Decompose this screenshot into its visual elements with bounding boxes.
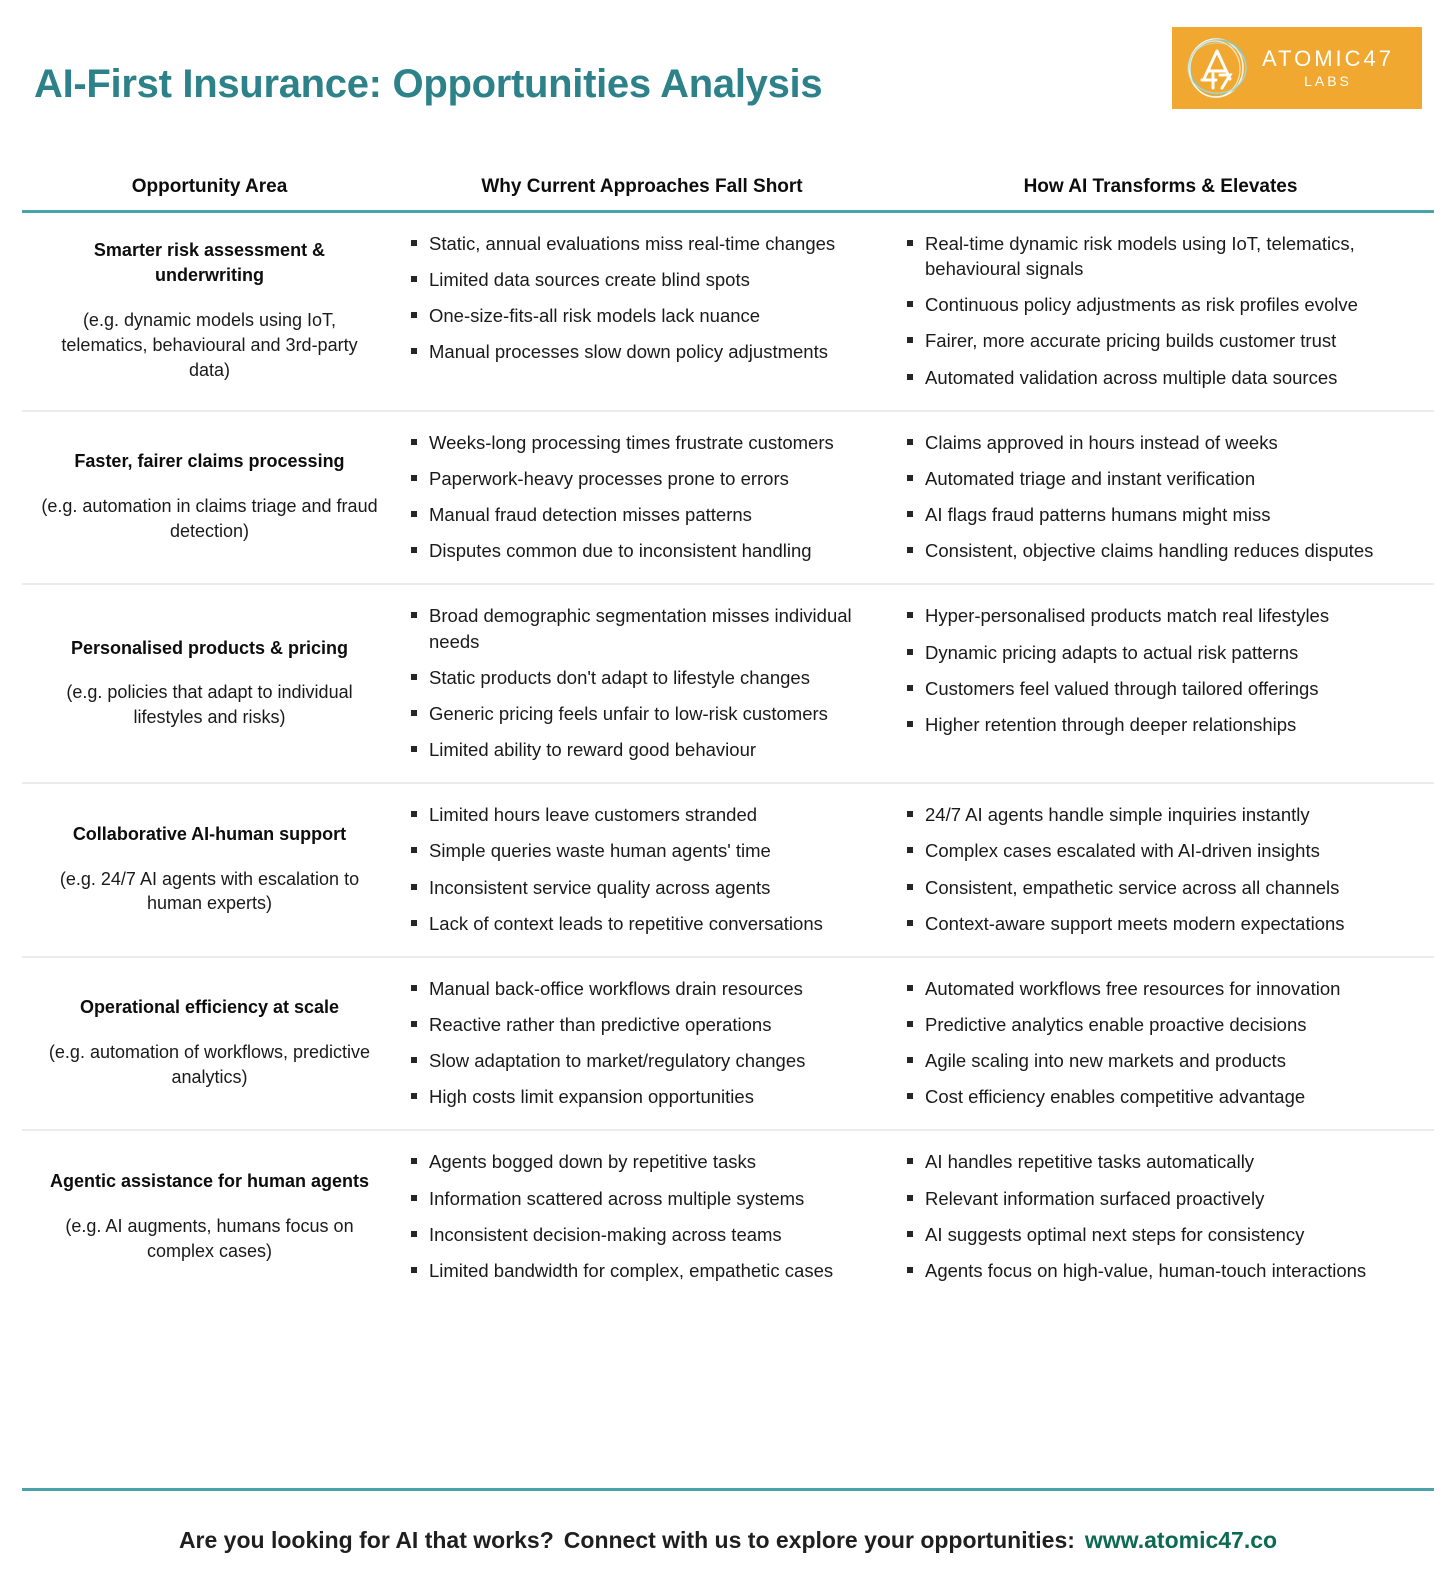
list-item: Real-time dynamic risk models using IoT, telematics, behavioural signals (905, 231, 1424, 281)
list-item: Generic pricing feels unfair to low-risk customers (409, 701, 877, 726)
table-header-row (22, 150, 1434, 210)
table-row (22, 1131, 1434, 1303)
opportunity-area-title: Collaborative AI-human support (72, 823, 347, 844)
opportunity-area-example: (e.g. automation in claims triage and fraud detection) (41, 496, 378, 541)
footer-cta-question: Are you looking for AI that works? (178, 1527, 554, 1553)
list-item: Limited ability to reward good behaviour (409, 737, 877, 762)
fall-short-list (409, 1149, 877, 1283)
list-item: High costs limit expansion opportunities (409, 1084, 877, 1109)
table-row (22, 784, 1434, 958)
list-item: Slow adaptation to market/regulatory changes (409, 1048, 877, 1073)
list-item: Inconsistent service quality across agents (409, 875, 877, 900)
cell-opportunity-area (22, 958, 397, 1130)
ai-transforms-list (905, 1149, 1424, 1283)
list-item: Manual fraud detection misses patterns (409, 502, 877, 527)
cell-ai-transforms (887, 585, 1434, 782)
opportunity-area-title: Personalised products & pricing (70, 637, 349, 658)
list-item: Lack of context leads to repetitive conversations (409, 911, 877, 936)
page-title: AI-First Insurance: Opportunities Analysis (34, 62, 823, 106)
list-item: Relevant information surfaced proactively (905, 1186, 1424, 1211)
list-item: Static, annual evaluations miss real-time changes (409, 231, 877, 256)
cell-ai-transforms (887, 213, 1434, 410)
cell-fall-short (397, 784, 887, 956)
opportunity-area-example: (e.g. 24/7 AI agents with escalation to human experts) (59, 868, 360, 914)
ai-transforms-list (905, 802, 1424, 936)
list-item: Fairer, more accurate pricing builds customer trust (905, 328, 1424, 353)
list-item: Consistent, empathetic service across all channels (905, 875, 1424, 900)
cell-fall-short (397, 1131, 887, 1303)
fall-short-list (409, 976, 877, 1110)
opportunity-area-title: Smarter risk assessment & underwriting (93, 240, 326, 286)
ai-transforms-list (905, 603, 1424, 737)
list-item: Information scattered across multiple systems (409, 1186, 877, 1211)
document-footer (22, 1488, 1434, 1554)
footer-website-link[interactable]: www.atomic47.co (1084, 1527, 1278, 1553)
column-header-ai-transforms: How AI Transforms & Elevates (1023, 176, 1298, 197)
opportunity-area-example: (e.g. AI augments, humans focus on complex cases) (65, 1215, 354, 1261)
list-item: Hyper-personalised products match real lifestyles (905, 603, 1424, 628)
cell-ai-transforms (887, 784, 1434, 956)
cell-ai-transforms (887, 412, 1434, 584)
list-item: Claims approved in hours instead of weeks (905, 430, 1424, 455)
fall-short-list (409, 802, 877, 936)
table-row (22, 958, 1434, 1132)
list-item: Broad demographic segmentation misses individual needs (409, 603, 877, 653)
list-item: Cost efficiency enables competitive advantage (905, 1084, 1424, 1109)
table-body (22, 213, 1434, 1303)
list-item: Higher retention through deeper relationships (905, 712, 1424, 737)
list-item: Agents focus on high-value, human-touch interactions (905, 1258, 1424, 1283)
cell-ai-transforms (887, 958, 1434, 1130)
fall-short-list (409, 430, 877, 564)
list-item: Limited hours leave customers stranded (409, 802, 877, 827)
list-item: Manual processes slow down policy adjustments (409, 339, 877, 364)
list-item: Automated workflows free resources for innovation (905, 976, 1424, 1001)
ai-transforms-list (905, 430, 1424, 564)
list-item: Context-aware support meets modern expectations (905, 911, 1424, 936)
list-item: AI suggests optimal next steps for consistency (905, 1222, 1424, 1247)
opportunity-area-title: Operational efficiency at scale (79, 997, 340, 1018)
list-item: Manual back-office workflows drain resources (409, 976, 877, 1001)
cell-opportunity-area (22, 784, 397, 956)
column-header-fall-short: Why Current Approaches Fall Short (481, 176, 803, 197)
logo-name: ATOMIC47 (1262, 46, 1394, 72)
list-item: AI flags fraud patterns humans might miss (905, 502, 1424, 527)
opportunities-table (22, 150, 1434, 1303)
fall-short-list (409, 603, 877, 762)
list-item: 24/7 AI agents handle simple inquiries instantly (905, 802, 1424, 827)
cell-fall-short (397, 958, 887, 1130)
cell-fall-short (397, 213, 887, 410)
cell-opportunity-area (22, 213, 397, 410)
atomic47-logo (1172, 27, 1422, 109)
list-item: Consistent, objective claims handling reduces disputes (905, 538, 1424, 563)
list-item: Complex cases escalated with AI-driven insights (905, 838, 1424, 863)
list-item: Continuous policy adjustments as risk profiles evolve (905, 292, 1424, 317)
list-item: Disputes common due to inconsistent handling (409, 538, 877, 563)
list-item: Inconsistent decision-making across teams (409, 1222, 877, 1247)
list-item: Agents bogged down by repetitive tasks (409, 1149, 877, 1174)
footer-cta (22, 1491, 1434, 1554)
cell-fall-short (397, 412, 887, 584)
list-item: Limited data sources create blind spots (409, 267, 877, 292)
list-item: Static products don't adapt to lifestyle changes (409, 665, 877, 690)
list-item: AI handles repetitive tasks automatically (905, 1149, 1424, 1174)
table-row (22, 213, 1434, 412)
logo-subtitle: LABS (1304, 73, 1352, 90)
list-item: Dynamic pricing adapts to actual risk patterns (905, 640, 1424, 665)
list-item: Simple queries waste human agents' time (409, 838, 877, 863)
list-item: One-size-fits-all risk models lack nuance (409, 303, 877, 328)
opportunity-area-title: Faster, fairer claims processing (74, 451, 345, 472)
cell-opportunity-area (22, 585, 397, 782)
list-item: Paperwork-heavy processes prone to errors (409, 466, 877, 491)
document-header (0, 0, 1456, 150)
column-header-opportunity-area: Opportunity Area (131, 176, 288, 197)
opportunity-area-example: (e.g. policies that adapt to individual lifestyles and risks) (66, 682, 353, 728)
cell-opportunity-area (22, 1131, 397, 1303)
list-item: Predictive analytics enable proactive decisions (905, 1012, 1424, 1037)
list-item: Agile scaling into new markets and products (905, 1048, 1424, 1073)
fall-short-list (409, 231, 877, 365)
list-item: Reactive rather than predictive operations (409, 1012, 877, 1037)
a47-monogram-icon (1182, 33, 1252, 103)
cell-ai-transforms (887, 1131, 1434, 1303)
list-item: Automated triage and instant verification (905, 466, 1424, 491)
list-item: Automated validation across multiple data sources (905, 365, 1424, 390)
list-item: Limited bandwidth for complex, empathetic cases (409, 1258, 877, 1283)
footer-cta-connect: Connect with us to explore your opportunities: (563, 1527, 1075, 1553)
ai-transforms-list (905, 976, 1424, 1110)
table-row (22, 412, 1434, 586)
ai-transforms-list (905, 231, 1424, 390)
table-row (22, 585, 1434, 784)
opportunity-area-example: (e.g. automation of workflows, predictive analytics) (48, 1042, 371, 1088)
list-item: Customers feel valued through tailored offerings (905, 676, 1424, 701)
cell-fall-short (397, 585, 887, 782)
cell-opportunity-area (22, 412, 397, 584)
list-item: Weeks-long processing times frustrate customers (409, 430, 877, 455)
opportunity-area-title: Agentic assistance for human agents (49, 1171, 370, 1191)
opportunity-area-example: (e.g. dynamic models using IoT, telematics, behavioural and 3rd-party data) (61, 309, 358, 380)
